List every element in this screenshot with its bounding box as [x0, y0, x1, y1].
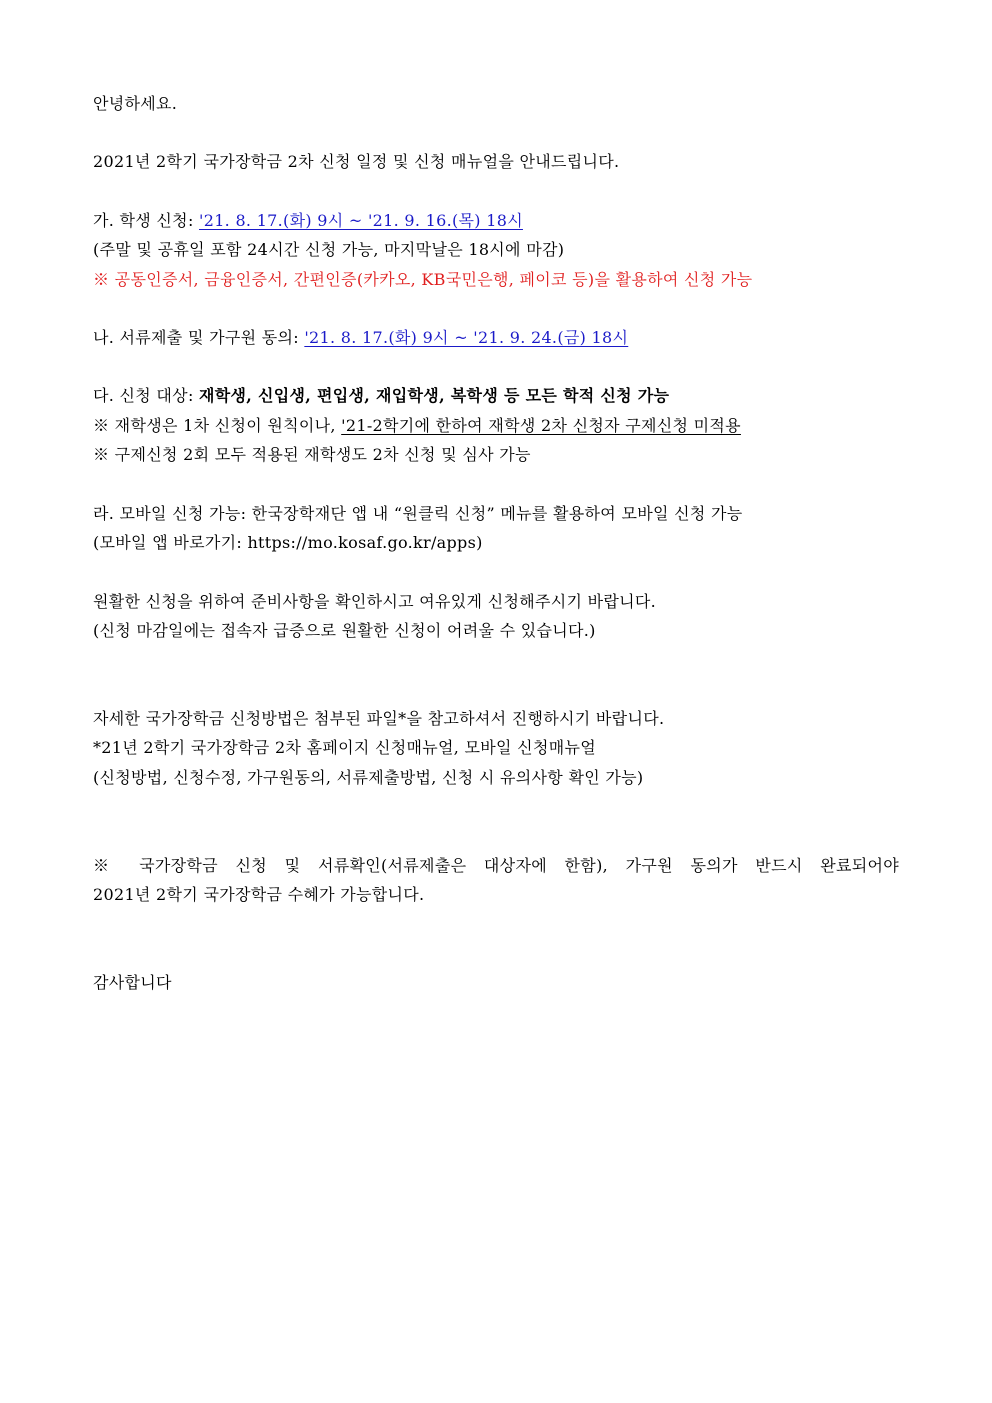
- section-c-note-2: ※ 구제신청 2회 모두 적용된 재학생도 2차 신청 및 심사 가능: [93, 445, 531, 464]
- closing: 감사합니다: [93, 973, 172, 992]
- greeting: 안녕하세요.: [93, 94, 178, 113]
- section-b-schedule: [93, 327, 628, 349]
- attachment-line-3: (신청방법, 신청수정, 가구원동의, 서류제출방법, 신청 시 유의사항 확인 가능): [93, 768, 644, 787]
- advice-line-2: (신청 마감일에는 접속자 급증으로 원활한 신청이 어려울 수 있습니다.): [93, 621, 596, 640]
- section-a-schedule: [93, 210, 523, 232]
- final-note-line-1: ※ 국가장학금 신청 및 서류확인(서류제출은 대상자에 한함), 가구원 동의가 반드시 완료되어야: [93, 856, 899, 875]
- attachment-line-1: 자세한 국가장학금 신청방법은 첨부된 파일*을 참고하셔서 진행하시기 바랍니다.: [93, 709, 665, 728]
- section-c-label: 다. 신청 대상:: [93, 386, 200, 405]
- attachment-line-2: *21년 2학기 국가장학금 2차 홈페이지 신청매뉴얼, 모바일 신청매뉴얼: [93, 738, 596, 757]
- final-note-line-2: 2021년 2학기 국가장학금 수혜가 가능합니다.: [93, 885, 425, 904]
- section-c-note-1-prefix: ※ 재학생은 1차 신청이 원칙이나,: [93, 416, 342, 435]
- section-a-label: 가. 학생 신청:: [93, 211, 200, 230]
- section-c-target-list: 재학생, 신입생, 편입생, 재입학생, 복학생 등 모든 학적 신청 가능: [199, 386, 670, 405]
- section-d-app-link: (모바일 앱 바로가기: https://mo.kosaf.go.kr/apps): [93, 533, 483, 552]
- section-a-period: '21. 8. 17.(화) 9시 ~ '21. 9. 16.(목) 18시: [199, 211, 523, 230]
- section-d-mobile: 라. 모바일 신청 가능: 한국장학재단 앱 내 “원클릭 신청” 메뉴를 활용하여 모바일 신청 가능: [93, 504, 743, 523]
- section-b-label: 나. 서류제출 및 가구원 동의:: [93, 328, 305, 347]
- section-c-note-1: [93, 415, 741, 437]
- section-c-targets: [93, 385, 669, 407]
- section-c-note-1-underlined: '21-2학기에 한하여 재학생 2차 신청자 구제신청 미적용: [341, 416, 741, 435]
- intro-text: 2021년 2학기 국가장학금 2차 신청 일정 및 신청 매뉴얼을 안내드립니다.: [93, 152, 620, 171]
- section-a-note: (주말 및 공휴일 포함 24시간 신청 가능, 마지막날은 18시에 마감): [93, 240, 565, 259]
- advice-line-1: 원활한 신청을 위하여 준비사항을 확인하시고 여유있게 신청해주시기 바랍니다.: [93, 592, 657, 611]
- section-a-auth-note: ※ 공동인증서, 금융인증서, 간편인증(카카오, KB국민은행, 페이코 등)을 활용하여 신청 가능: [93, 270, 753, 289]
- section-b-period: '21. 8. 17.(화) 9시 ~ '21. 9. 24.(금) 18시: [304, 328, 629, 347]
